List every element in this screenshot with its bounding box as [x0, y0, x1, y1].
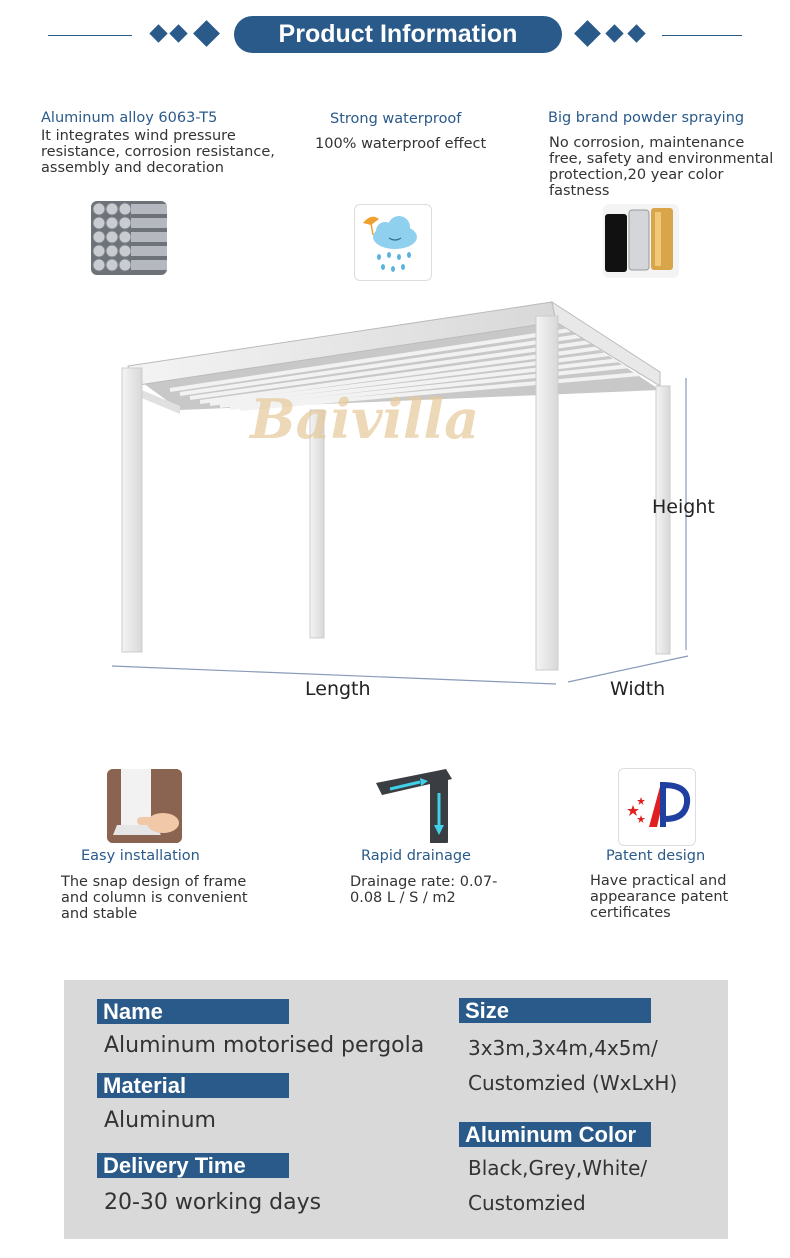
- diamond-icon: [605, 24, 623, 42]
- feature-desc: The snap design of frame and column is convenient and stable: [61, 874, 248, 922]
- color-tag: Aluminum Color: [459, 1122, 651, 1147]
- feature-desc: No corrosion, maintenance free, safety and environmental protection,20 year color fastness: [549, 135, 774, 199]
- feature-title: Rapid drainage: [361, 848, 471, 864]
- diamond-icon: [193, 20, 220, 47]
- diamond-icon: [169, 24, 187, 42]
- patent-logo-icon: [618, 768, 696, 846]
- drainage-gutter-icon: [376, 769, 452, 843]
- feature-title: Big brand powder spraying: [548, 110, 745, 126]
- length-label: Length: [305, 678, 371, 700]
- material-value: Aluminum: [104, 1108, 216, 1133]
- color-value-2: Customzied: [468, 1191, 586, 1215]
- profile-samples-icon: [603, 204, 679, 278]
- feature-title: Patent design: [606, 848, 706, 864]
- header-line-right: [662, 35, 742, 36]
- width-label: Width: [610, 678, 666, 700]
- feature-title: Strong waterproof: [330, 111, 462, 127]
- rain-cloud-icon: [354, 204, 432, 281]
- delivery-value: 20-30 working days: [104, 1190, 322, 1215]
- size-value-2: Customzied (WxLxH): [468, 1071, 678, 1095]
- size-tag: Size: [459, 998, 651, 1023]
- name-tag: Name: [97, 999, 289, 1024]
- diamond-icon: [149, 24, 167, 42]
- color-value-1: Black,Grey,White/: [468, 1156, 648, 1180]
- page-title: Product Information: [234, 16, 562, 53]
- size-value-1: 3x3m,3x4m,4x5m/: [468, 1036, 658, 1060]
- aluminum-rods-icon: [91, 201, 167, 275]
- feature-title: Easy installation: [81, 848, 200, 864]
- hand-install-icon: [107, 769, 182, 843]
- feature-desc: Drainage rate: 0.07-0.08 L / S / m2: [350, 874, 498, 906]
- delivery-tag: Delivery Time: [97, 1153, 289, 1178]
- header-line-left: [48, 35, 132, 36]
- diamond-icon: [574, 20, 601, 47]
- diamond-icon: [627, 24, 645, 42]
- feature-desc: It integrates wind pressure resistance, corrosion resistance, assembly and decoration: [41, 128, 275, 176]
- feature-title: Aluminum alloy 6063-T5: [41, 110, 218, 126]
- name-value: Aluminum motorised pergola: [104, 1033, 425, 1058]
- svg-text:Baivilla: Baivilla: [250, 387, 480, 451]
- feature-desc: Have practical and appearance patent certificates: [590, 873, 729, 921]
- height-label: Height: [652, 496, 715, 518]
- pergola-diagram: [100, 290, 700, 710]
- feature-desc: 100% waterproof effect: [315, 136, 487, 152]
- material-tag: Material: [97, 1073, 289, 1098]
